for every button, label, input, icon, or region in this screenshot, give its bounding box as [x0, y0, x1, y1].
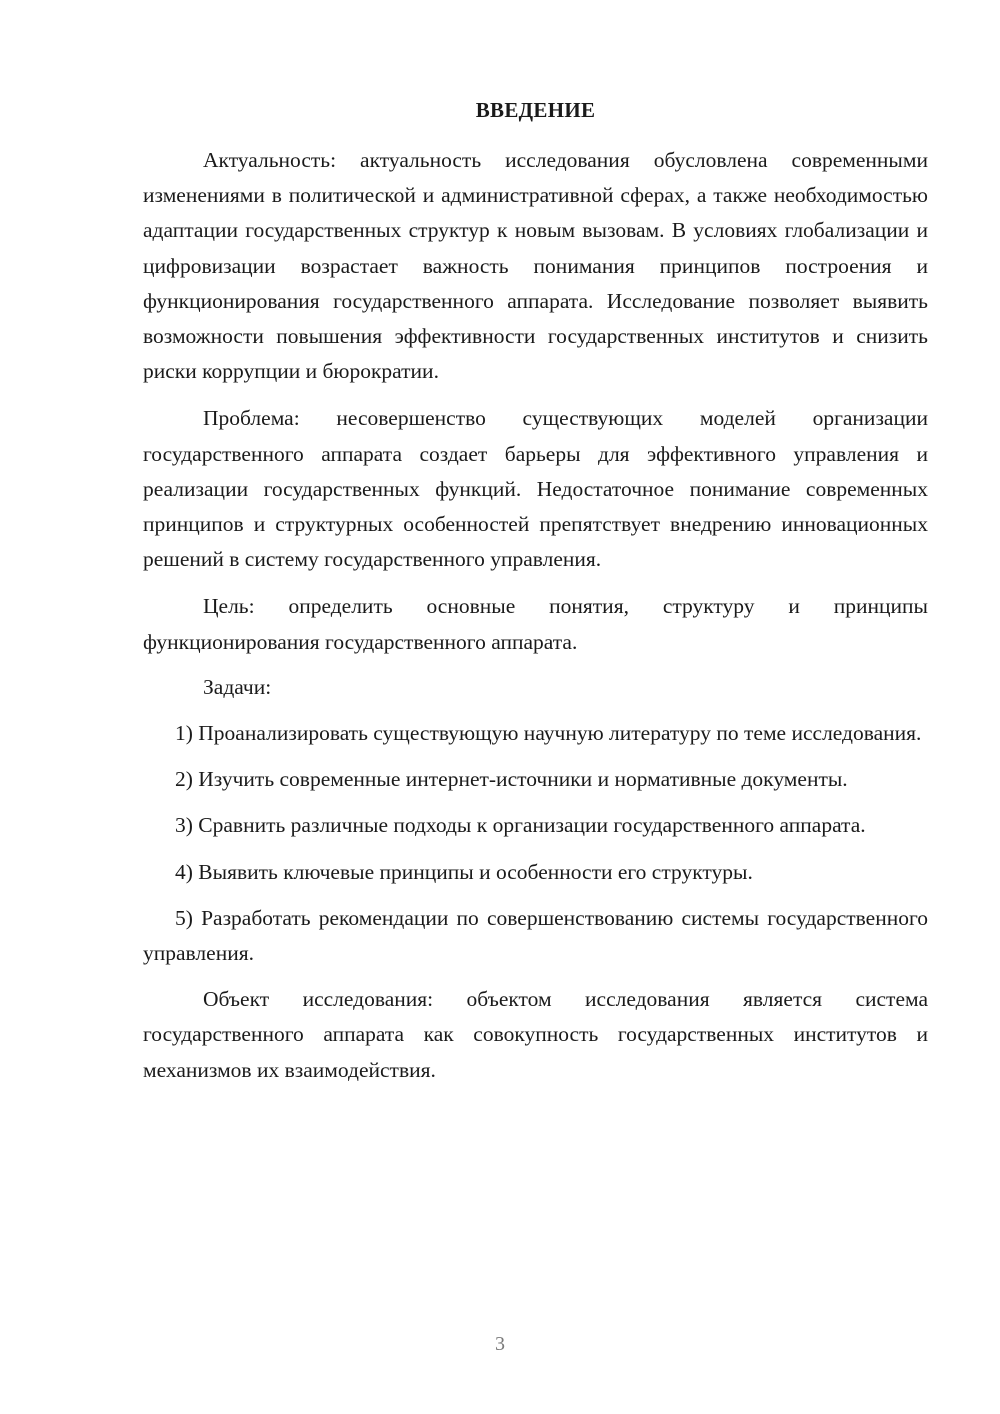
- paragraph-relevance: Актуальность: актуальность исследования обусловлена современными изменениями в политической и административной сферах, а также необходимостью адаптации государственных структур к новым вызовам. В условиях глобализации и цифровизации возрастает важность понимания принципов построения и функционирования государственного аппарата. Исследование позволяет выявить возможности повышения эффективности государственных институтов и снизить риски коррупции и бюрократии.: [143, 148, 928, 384]
- task-item-2: 2) Изучить современные интернет-источники и нормативные документы.: [175, 767, 848, 792]
- paragraph-tasks-heading: Задачи:: [203, 674, 272, 699]
- document-body: [143, 143, 928, 1088]
- task-item-5: 5) Разработать рекомендации по совершенствованию системы государственного управления.: [143, 905, 928, 966]
- page-title: ВВЕДЕНИЕ: [475, 98, 596, 122]
- page-number: 3: [495, 1333, 505, 1355]
- task-item-4: 4) Выявить ключевые принципы и особенности его структуры.: [175, 859, 753, 884]
- paragraph-goal: Цель: определить основные понятия, структуру и принципы функционирования государственного аппарата.: [143, 594, 928, 654]
- task-item-1: 1) Проанализировать существующую научную литературу по теме исследования.: [175, 721, 922, 746]
- task-item-3: 3) Сравнить различные подходы к организации государственного аппарата.: [175, 813, 866, 838]
- paragraph-problem: Проблема: несовершенство существующих моделей организации государственного аппарата создает барьеры для эффективного управления и реализации государственных функций. Недостаточное понимание современных принципов и структурных особенностей препятствует внедрению инновационных решений в систему государственного управления.: [143, 406, 928, 572]
- paragraph-object: Объект исследования: объектом исследования является система государственного аппарата как совокупность государственных институтов и механизмов их взаимодействия.: [143, 987, 928, 1082]
